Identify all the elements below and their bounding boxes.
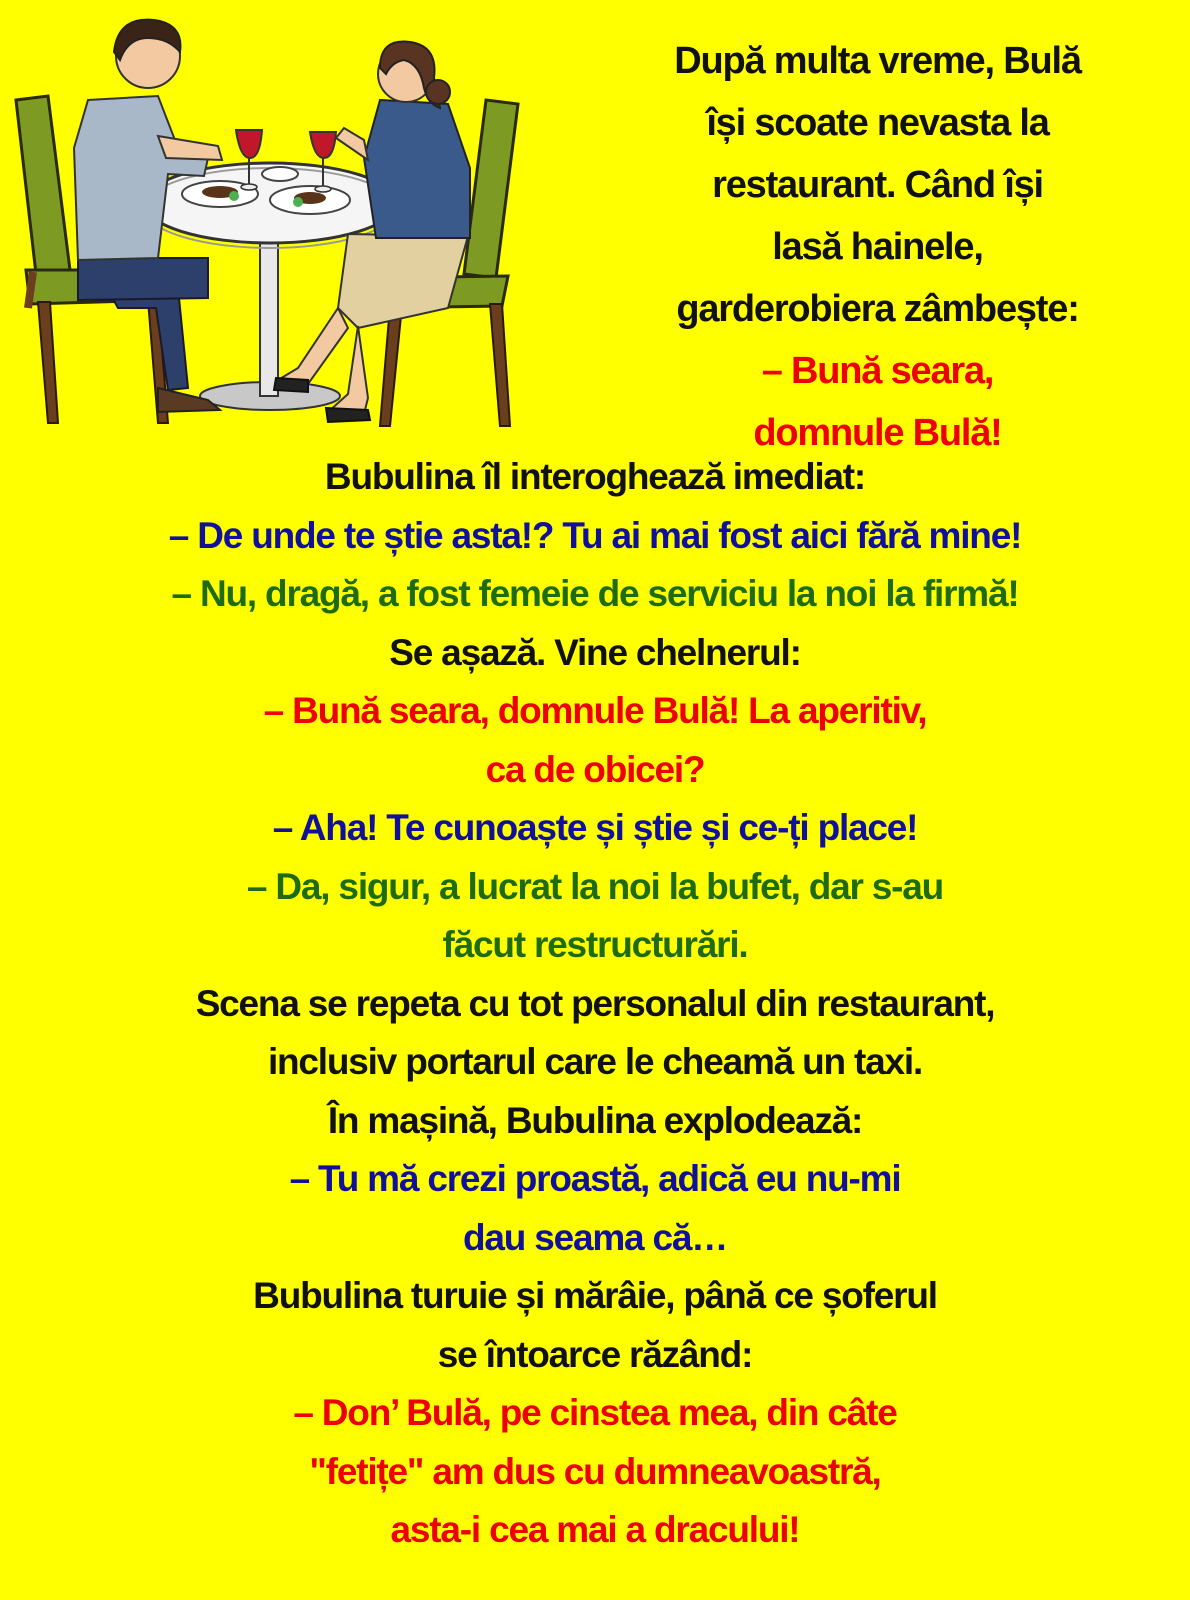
- narration-line: Bubulina îl interoghează imediat:: [324, 456, 866, 497]
- driver-dialogue-line: "fetițe" am dus cu dumneavoastră,: [309, 1450, 881, 1492]
- driver-dialogue-line: asta-i cea mai a dracului!: [390, 1509, 800, 1550]
- intro-line: lasă hainele,: [772, 226, 983, 268]
- intro-line: garderobiera zâmbește:: [676, 288, 1079, 330]
- bula-dialogue-line: făcut restructurări.: [442, 924, 748, 965]
- intro-line: își scoate nevasta la: [706, 102, 1049, 144]
- bula-dialogue-line: – Nu, dragă, a fost femeie de serviciu la noi la firmă!: [171, 573, 1019, 614]
- staff-dialogue-line: ca de obicei?: [485, 748, 705, 790]
- intro-text: [565, 30, 1190, 464]
- wife-dialogue-line: – De unde te știe asta!? Tu ai mai fost aici fără mine!: [168, 514, 1022, 556]
- staff-dialogue-line: – Bună seara, domnule Bulă! La aperitiv,: [263, 690, 927, 731]
- driver-dialogue-line: – Don’ Bulă, pe cinstea mea, din câte: [293, 1392, 897, 1433]
- intro-line: restaurant. Când își: [712, 164, 1043, 206]
- greeting-line: domnule Bulă!: [753, 412, 1002, 454]
- wife-dialogue-line: – Tu mă crezi proastă, adică eu nu-mi: [289, 1158, 901, 1199]
- narration-line: se întoarce răzând:: [437, 1333, 753, 1375]
- narration-line: Se așază. Vine chelnerul:: [389, 631, 801, 673]
- greeting-line: – Bună seara,: [761, 350, 994, 392]
- wife-dialogue-line: dau seama că…: [462, 1216, 728, 1258]
- narration-line: Scena se repeta cu tot personalul din restaurant,: [195, 982, 995, 1024]
- bula-dialogue-line: – Da, sigur, a lucrat la noi la bufet, dar s-au: [246, 865, 944, 907]
- wife-dialogue-line: – Aha! Te cunoaște și știe și ce-ți place!: [272, 807, 918, 848]
- story-text: [0, 448, 1190, 1560]
- narration-line: Bubulina turuie și mărâie, până ce șoferul: [253, 1275, 937, 1316]
- couple-dining-illustration: [8, 8, 548, 438]
- narration-line: În mașină, Bubulina explodează:: [327, 1099, 863, 1141]
- narration-line: inclusiv portarul care le cheamă un taxi.: [267, 1041, 923, 1082]
- intro-line: După multa vreme, Bulă: [674, 40, 1081, 82]
